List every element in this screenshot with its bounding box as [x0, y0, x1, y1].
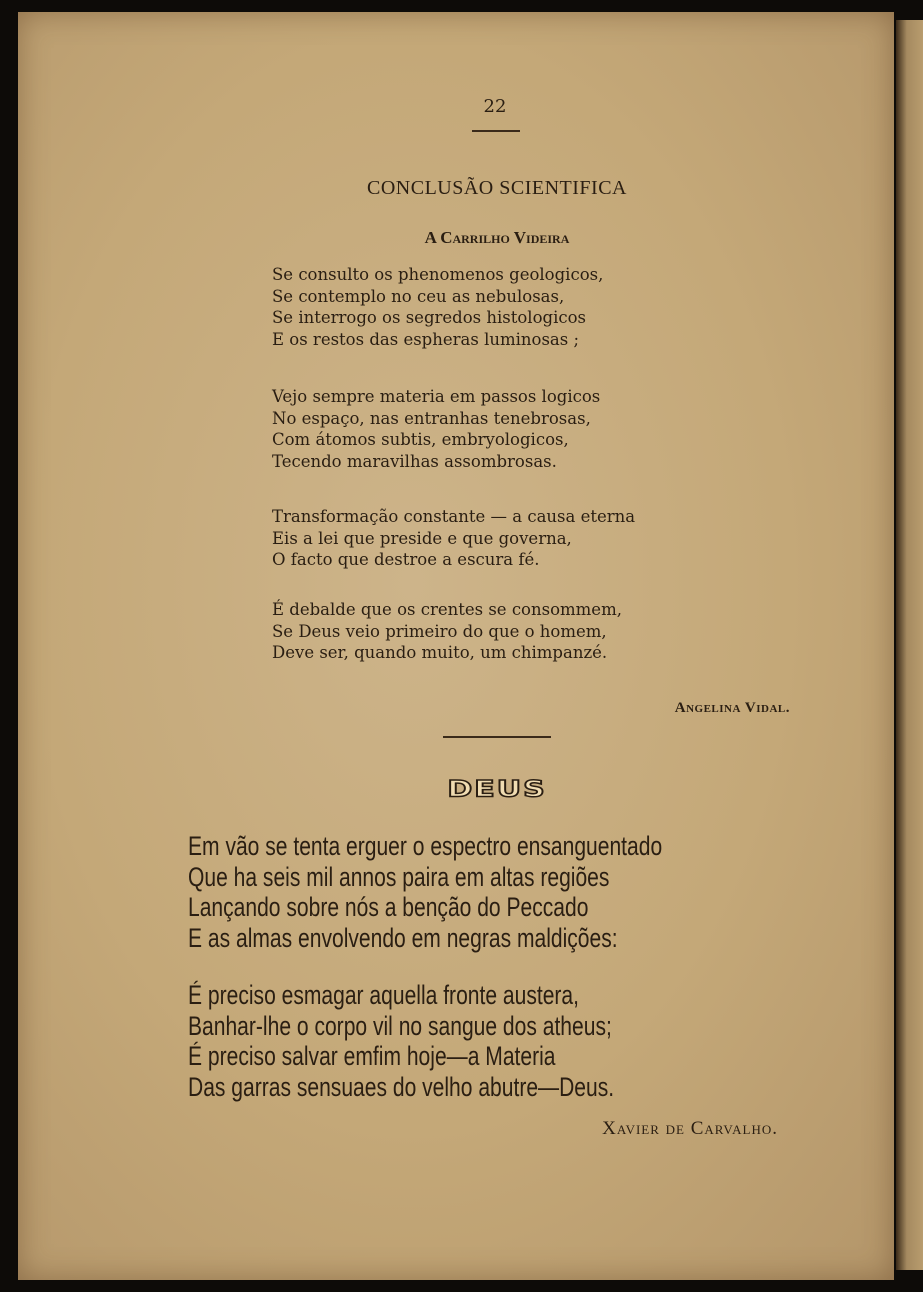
verse-line: Se contemplo no ceu as nebulosas, — [272, 286, 565, 306]
poem1-stanza-1 — [272, 264, 603, 350]
page-number-rule — [472, 130, 520, 132]
verse-line: É preciso salvar emfim hoje—a Materia — [188, 1041, 556, 1071]
verse-line: Com átomos subtis, embryologicos, — [272, 430, 569, 449]
verse-line: Das garras sensuaes do velho abutre—Deus. — [188, 1071, 615, 1102]
verse-line: Transformação constante — a causa eterna — [272, 507, 636, 526]
verse-line: Se Deus veio primeiro do que o homem, — [272, 621, 607, 641]
verse-line: No espaço, nas entranhas tenebrosas, — [272, 408, 591, 428]
poem1-author: Angelina Vidal. — [674, 700, 790, 716]
poem1-stanza-3 — [272, 506, 635, 571]
poem2-stanza-2 — [188, 980, 614, 1102]
adjacent-page-edge — [896, 20, 923, 1270]
page-number: 22 — [483, 96, 507, 117]
verse-line: Tecendo maravilhas assombrosas. — [272, 451, 557, 471]
verse-line: Se interrogo os segredos histologicos — [272, 308, 586, 327]
poem2-title: DEUS — [447, 776, 547, 803]
verse-line: Lançando sobre nós a benção do Peccado — [188, 892, 589, 922]
verse-line: É debalde que os crentes se consommem, — [272, 600, 622, 619]
verse-line: E as almas envolvendo em negras maldições: — [188, 922, 618, 953]
verse-line: É preciso esmagar aquella fronte austera, — [188, 980, 579, 1010]
verse-line: Vejo sempre materia em passos logicos — [272, 387, 601, 406]
poem1-title: CONCLUSÃO SCIENTIFICA — [367, 177, 627, 199]
poem2-stanza-1 — [188, 831, 662, 953]
poem2-author: Xavier de Carvalho. — [602, 1118, 778, 1139]
poem1-stanza-4 — [272, 599, 622, 664]
verse-line: Em vão se tenta erguer o espectro ensanguentado — [188, 831, 663, 861]
verse-line: Eis a lei que preside e que governa, — [272, 528, 572, 548]
verse-line: E os restos das espheras luminosas ; — [272, 329, 580, 349]
verse-line: Se consulto os phenomenos geologicos, — [272, 265, 604, 284]
verse-line: O facto que destroe a escura fé. — [272, 550, 540, 569]
poem1-stanza-2 — [272, 386, 600, 472]
verse-line: Banhar-lhe o corpo vil no sangue dos atheus; — [188, 1010, 612, 1041]
poem1-dedication: A Carrilho Videira — [424, 228, 570, 247]
verse-line: Que ha seis mil annos paira em altas regiões — [188, 861, 610, 892]
section-divider — [443, 736, 551, 738]
verse-line: Deve ser, quando muito, um chimpanzé. — [272, 643, 608, 662]
